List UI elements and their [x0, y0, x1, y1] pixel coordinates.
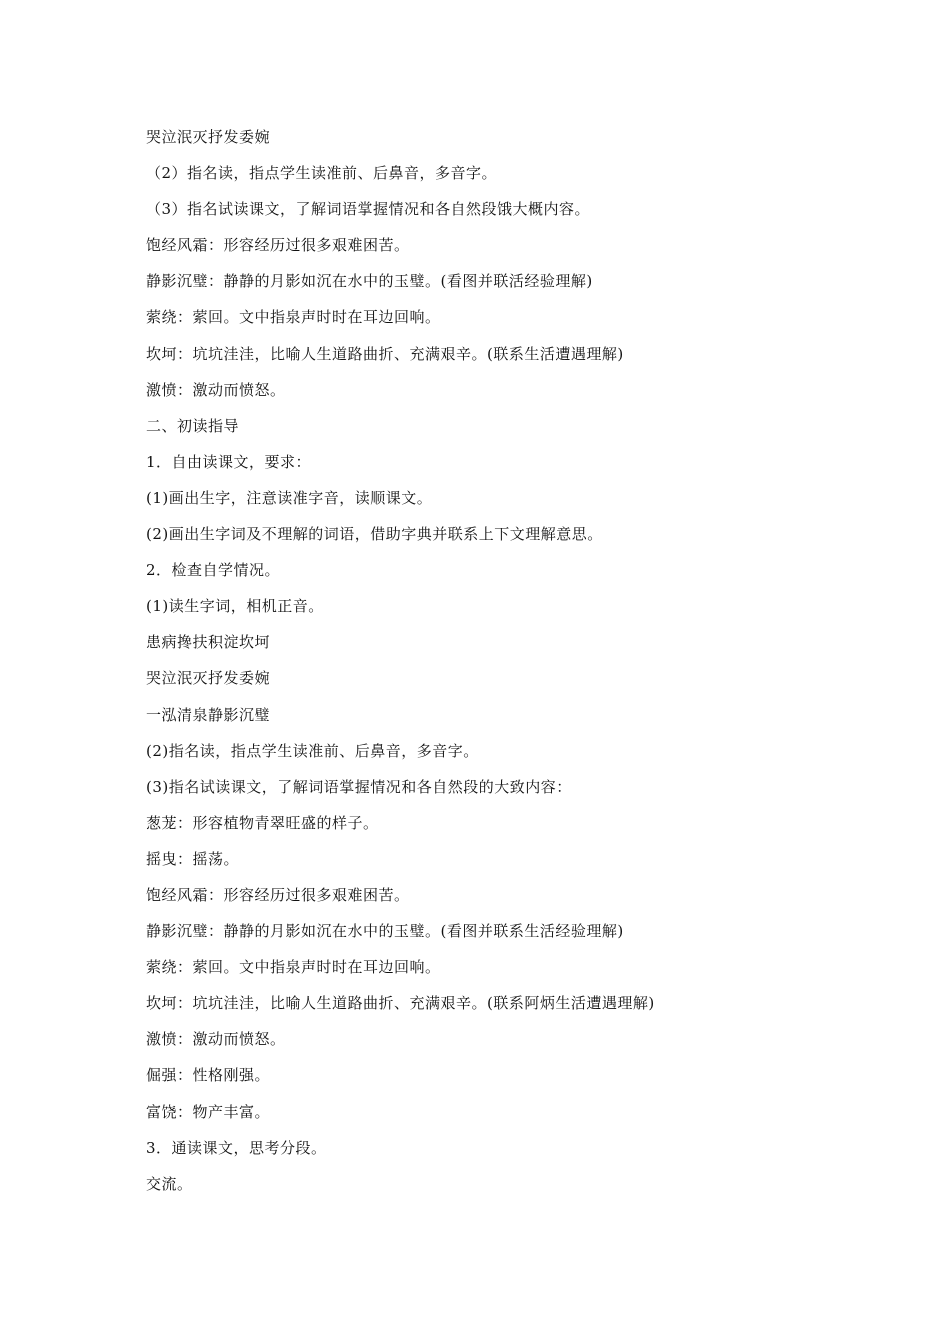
- text-line: (3)指名试读课文，了解词语掌握情况和各自然段的大致内容：: [146, 777, 572, 796]
- text-line: 倔强：性格刚强。: [146, 1066, 271, 1085]
- text-line: 一泓清泉静影沉璧: [146, 705, 271, 724]
- text-line: 静影沉璧：静静的月影如沉在水中的玉璧。(看图并联活经验理解): [146, 272, 593, 291]
- text-line: 萦绕：萦回。文中指泉声时时在耳边回响。: [146, 308, 441, 327]
- text-line: 摇曳：摇荡。: [146, 849, 240, 868]
- text-line: 葱茏：形容植物青翠旺盛的样子。: [146, 813, 379, 832]
- text-line: (2)指名读，指点学生读准前、后鼻音，多音字。: [146, 741, 479, 760]
- section-heading: 二、初读指导: [146, 416, 240, 435]
- text-line: 静影沉璧：静静的月影如沉在水中的玉璧。(看图并联系生活经验理解): [146, 922, 624, 941]
- text-line: (1)读生字词，相机正音。: [146, 597, 324, 616]
- text-line: 哭泣泯灭抒发委婉: [146, 669, 271, 688]
- text-line: 饱经风霜：形容经历过很多艰难困苦。: [146, 236, 410, 255]
- text-line: (2)画出生字词及不理解的词语，借助字典并联系上下文理解意思。: [146, 525, 603, 544]
- text-line: 激愤：激动而愤怒。: [146, 1030, 286, 1049]
- text-line: 坎坷：坑坑洼洼，比喻人生道路曲折、充满艰辛。(联系生活遭遇理解): [146, 344, 624, 363]
- text-line: （3）指名试读课文，了解词语掌握情况和各自然段饿大概内容。: [146, 200, 591, 219]
- text-line: 1．自由读课文，要求：: [146, 452, 312, 471]
- text-line: 哭泣泯灭抒发委婉: [146, 128, 271, 146]
- text-line: 饱经风霜：形容经历过很多艰难困苦。: [146, 885, 410, 904]
- text-line: 富饶：物产丰富。: [146, 1102, 271, 1121]
- text-line: （2）指名读，指点学生读准前、后鼻音，多音字。: [146, 164, 498, 183]
- text-line: 激愤：激动而愤怒。: [146, 380, 286, 399]
- document-body: [146, 124, 846, 1207]
- text-line: 萦绕：萦回。文中指泉声时时在耳边回响。: [146, 958, 441, 977]
- text-line: 交流。: [146, 1174, 193, 1193]
- text-line: (1)画出生字，注意读准字音，读顺课文。: [146, 488, 433, 507]
- text-line: 患病搀扶积淀坎坷: [146, 633, 271, 652]
- text-line: 坎坷：坑坑洼洼，比喻人生道路曲折、充满艰辛。(联系阿炳生活遭遇理解): [146, 994, 655, 1013]
- text-line: 3．通读课文，思考分段。: [146, 1138, 327, 1157]
- text-line: 2．检查自学情况。: [146, 561, 281, 580]
